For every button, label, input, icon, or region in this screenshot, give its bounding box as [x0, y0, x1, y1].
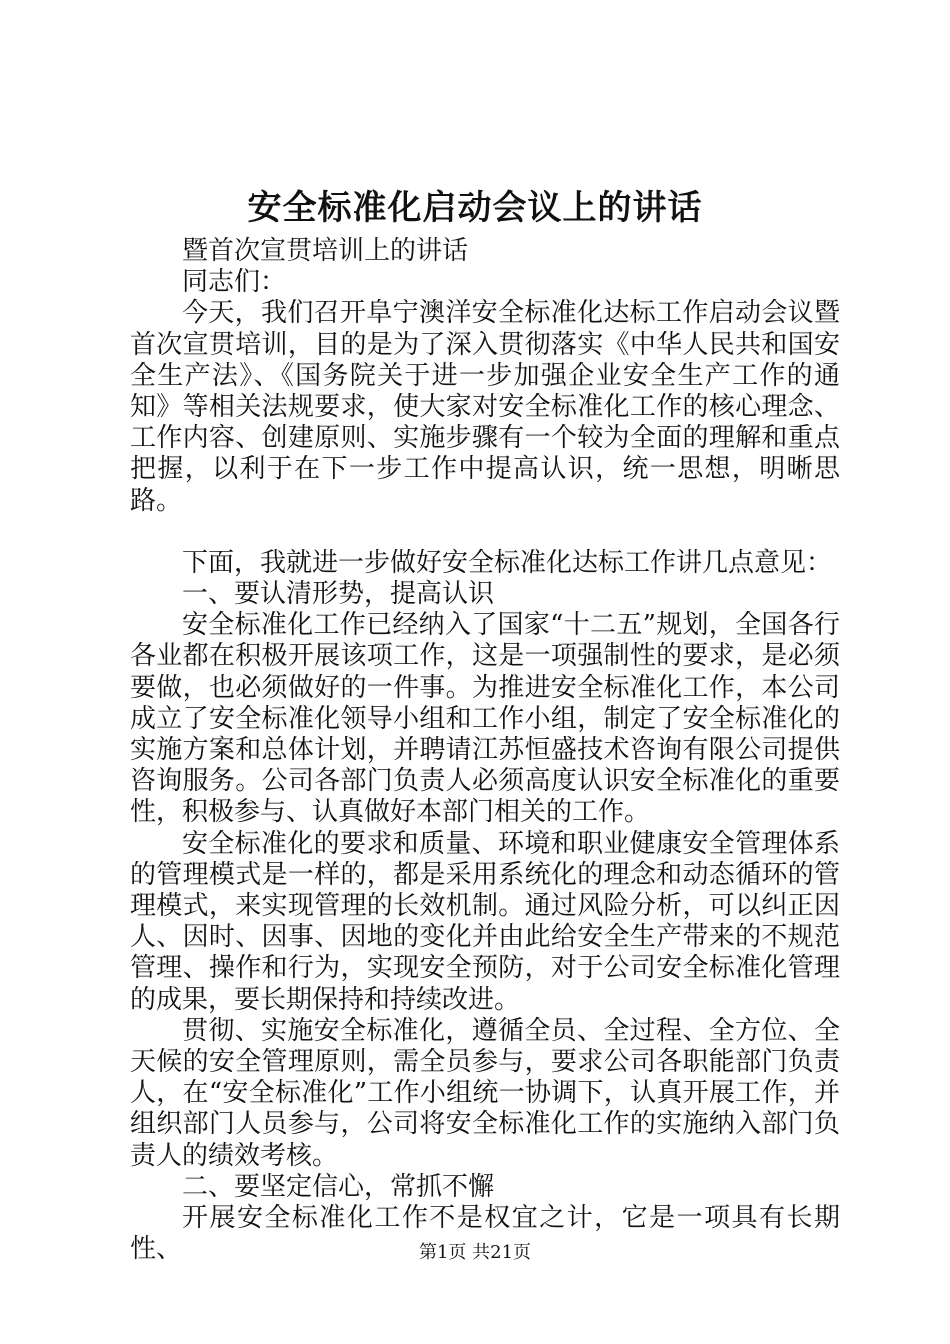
- body-paragraph: 安全标准化工作已经纳入了国家“十二五”规划，全国各行各业都在积极开展该项工作，这是一项强制性的要求，是必须要做，也必须做好的一件事。为推进安全标准化工作，本公司成立了安全标准化领导小组和工作小组，制定了安全标准化的实施方案和总体计划，并聘请江苏恒盛技术咨询有限公司提供咨询服务。公司各部门负责人必须高度认识安全标准化的重要性，积极参与、认真做好本部门相关的工作。: [130, 610, 840, 828]
- body-paragraph: 开展安全标准化工作不是权宜之计，它是一项具有长期性、: [130, 1203, 840, 1265]
- body-paragraph: 贯彻、实施安全标准化，遵循全员、全过程、全方位、全天候的安全管理原则，需全员参与，要求公司各职能部门负责人，在“安全标准化”工作小组统一协调下，认真开展工作，并组织部门人员参与，公司将安全标准化工作的实施纳入部门负责人的绩效考核。: [130, 1015, 840, 1171]
- intro-paragraph: 今天，我们召开阜宁澳洋安全标准化达标工作启动会议暨首次宣贯培训，目的是为了深入贯彻落实《中华人民共和国安全生产法》、《国务院关于进一步加强企业安全生产工作的通知》等相关法规要求，使大家对安全标准化工作的核心理念、工作内容、创建原则、实施步骤有一个较为全面的理解和重点把握，以利于在下一步工作中提高认识，统一思想，明晰思路。: [130, 298, 840, 516]
- section-heading-1: 一、要认清形势，提高认识: [182, 579, 495, 610]
- section-heading-2: 二、要坚定信心，常抓不懈: [182, 1171, 495, 1202]
- subtitle-paragraph: 暨首次宣贯培训上的讲话: [182, 236, 469, 266]
- page-footer: 第1页 共21页: [418, 1242, 532, 1263]
- document-title: 安全标准化启动会议上的讲话: [247, 188, 703, 228]
- document-body: [130, 236, 840, 1266]
- body-paragraph: 安全标准化的要求和质量、环境和职业健康安全管理体系的管理模式是一样的，都是采用系统化的理念和动态循环的管理模式，来实现管理的长效机制。通过风险分析，可以纠正因人、因时、因事、因地的变化并由此给安全生产带来的不规范管理、操作和行为，实现安全预防，对于公司安全标准化管理的成果，要长期保持和持续改进。: [130, 828, 840, 1015]
- transition-paragraph: 下面，我就进一步做好安全标准化达标工作讲几点意见：: [182, 547, 833, 578]
- salutation-paragraph: 同志们：: [182, 267, 287, 298]
